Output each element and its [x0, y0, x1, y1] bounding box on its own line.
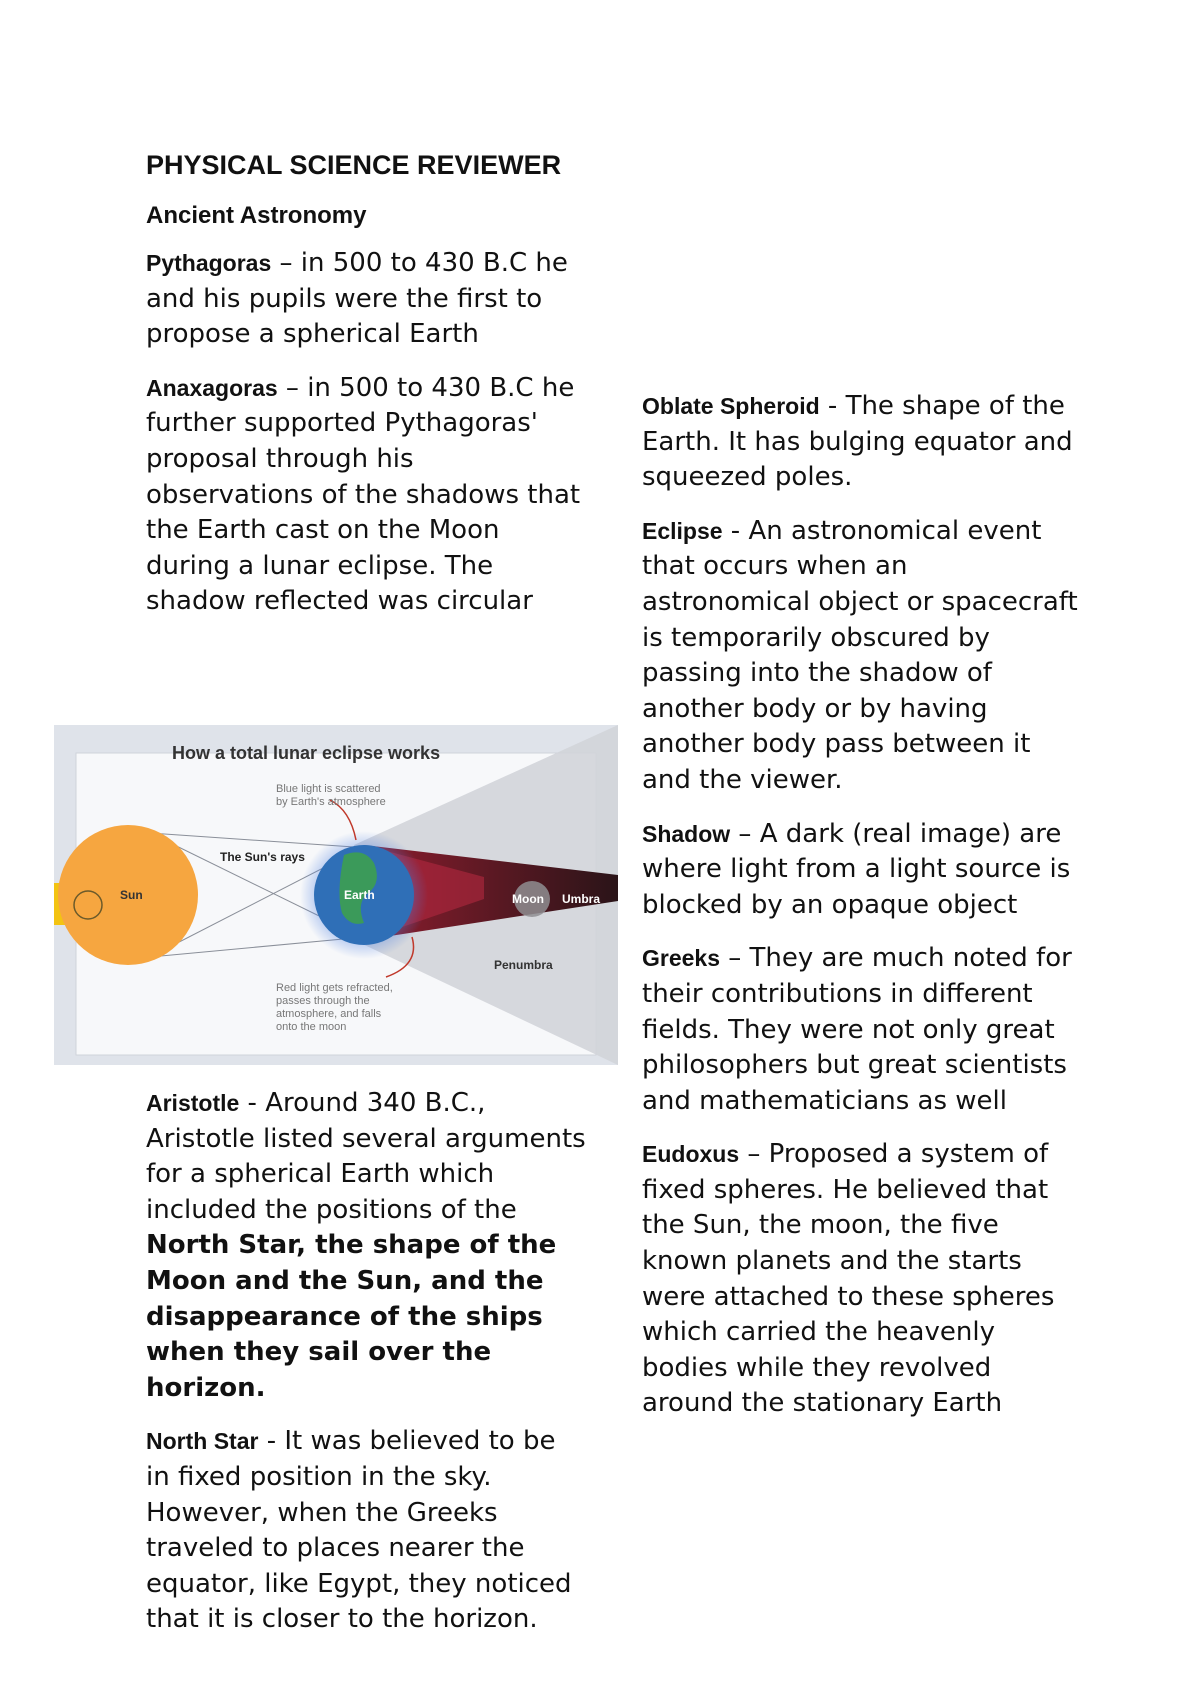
body-shadow: A dark (real image) are where light from a light source is blocked by an opaque object — [642, 818, 1071, 920]
left-column — [146, 148, 586, 638]
suns-rays-label: The Sun's rays — [220, 850, 305, 864]
entry-shadow — [642, 817, 1082, 924]
document-title: PHYSICAL SCIENCE REVIEWER — [146, 150, 562, 180]
entry-eudoxus — [642, 1137, 1082, 1422]
penumbra-label: Penumbra — [494, 958, 553, 972]
body-anaxagoras: in 500 to 430 B.C he further supported Pythagoras' proposal through his observations of the shadows that the Earth cast on the Moon during a lunar eclipse. The shadow reflected was circular — [146, 372, 581, 617]
entry-pythagoras — [146, 246, 586, 353]
separator: – — [271, 248, 301, 278]
red-note-line-2: passes through the — [276, 995, 370, 1007]
separator: - — [819, 391, 846, 421]
body-oblate-spheroid: The shape of the Earth. It has bulging equator and squeezed poles. — [642, 391, 1073, 493]
body-pythagoras: in 500 to 430 B.C he and his pupils were the first to propose a spherical Earth — [146, 248, 568, 350]
red-note-line-3: atmosphere, and falls — [276, 1008, 382, 1020]
body-aristotle: Around 340 B.C., Aristotle listed several arguments for a spherical Earth which included the positions of the — [146, 1088, 586, 1225]
blue-note-line-1: Blue light is scattered — [276, 783, 381, 795]
figure-title: How a total lunar eclipse works — [172, 743, 441, 763]
entry-eclipse — [642, 514, 1082, 799]
umbra-label: Umbra — [562, 892, 601, 906]
term-oblate-spheroid: Oblate Spheroid — [642, 393, 820, 419]
earth-label: Earth — [344, 888, 375, 902]
term-anaxagoras: Anaxagoras — [146, 374, 278, 401]
term-eudoxus: Eudoxus — [642, 1141, 740, 1168]
red-note-line-1: Red light gets refracted, — [276, 982, 393, 994]
entry-anaxagoras — [146, 371, 586, 620]
separator: - — [722, 515, 749, 546]
term-aristotle: Aristotle — [146, 1090, 240, 1116]
separator: – — [730, 818, 760, 849]
term-north-star: North Star — [146, 1428, 259, 1455]
entry-greeks — [642, 941, 1082, 1119]
separator: - — [258, 1426, 285, 1457]
entry-aristotle — [146, 1086, 586, 1406]
term-greeks: Greeks — [642, 945, 721, 972]
left-column-lower — [146, 1086, 586, 1656]
separator: – — [277, 372, 308, 403]
separator: – — [720, 943, 750, 974]
term-pythagoras: Pythagoras — [146, 250, 272, 276]
separator: – — [739, 1139, 769, 1170]
body-eclipse: An astronomical event that occurs when an astronomical object or spacecraft is temporarily obscured by passing into the shadow of another body or by having another body pass between it and the viewer. — [642, 515, 1078, 795]
sun-label: Sun — [120, 888, 143, 902]
eclipse-diagram — [54, 725, 618, 1065]
body-greeks: They are much noted for their contributions in different fields. They were not only great philosophers but great scientists and mathematicians as well — [642, 943, 1072, 1116]
red-note-line-4: onto the moon — [276, 1021, 347, 1033]
section-heading: Ancient Astronomy — [146, 202, 367, 229]
blue-note-line-2: by Earth's atmosphere — [276, 796, 386, 808]
body-eudoxus: Proposed a system of fixed spheres. He believed that the Sun, the moon, the five known planets and the starts were attached to these spheres which carried the heavenly bodies while they revolved around the stationary Earth — [642, 1139, 1055, 1419]
term-shadow: Shadow — [642, 820, 731, 847]
right-column — [642, 146, 1082, 1440]
entry-north-star — [146, 1424, 586, 1638]
entry-oblate-spheroid — [642, 389, 1082, 496]
term-eclipse: Eclipse — [642, 517, 723, 544]
moon-label: Moon — [512, 892, 544, 906]
lunar-eclipse-figure — [54, 725, 618, 1065]
body-aristotle-bold: North Star, the shape of the Moon and the Sun, and the disappearance of the ships when they sail over the horizon. — [146, 1230, 557, 1403]
separator: - — [239, 1088, 266, 1118]
body-north-star: It was believed to be in fixed position in the sky. However, when the Greeks traveled to places nearer the equator, like Egypt, they noticed that it is closer to the horizon. — [146, 1426, 572, 1635]
